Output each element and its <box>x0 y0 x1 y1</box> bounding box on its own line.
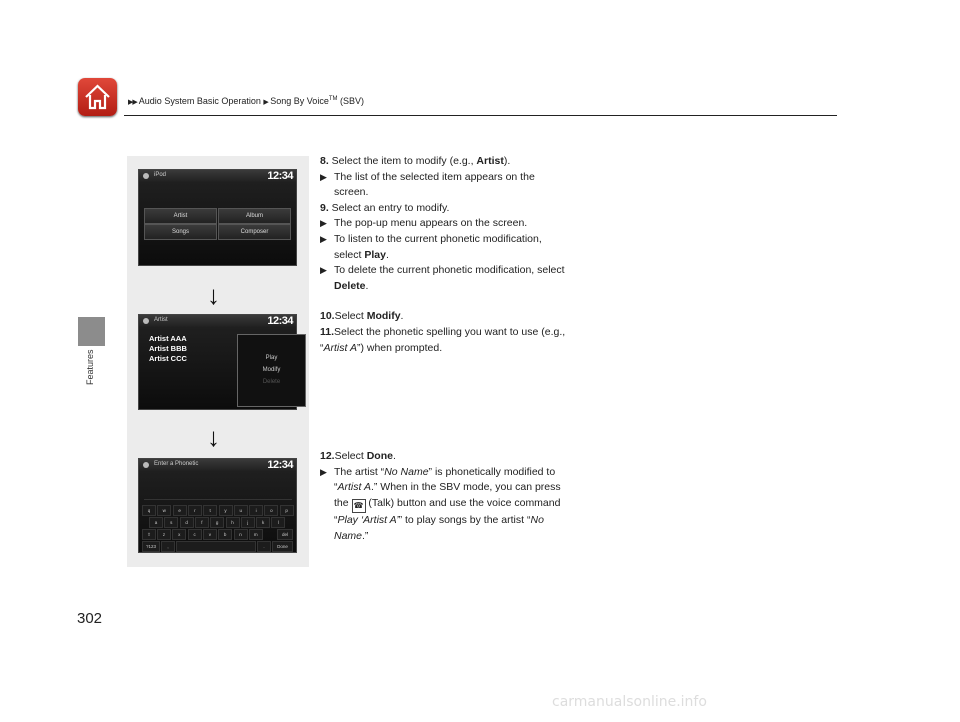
bullet-arrow-icon: ▶ <box>320 218 327 229</box>
screen-title: Enter a Phonetic <box>154 461 199 467</box>
breadcrumb-item-sbv: Song By Voice™ (SBV) <box>270 96 365 106</box>
keyboard-key[interactable]: o <box>264 505 278 516</box>
keyboard-key[interactable]: i <box>249 505 263 516</box>
delete-menu-item[interactable]: Delete <box>262 379 281 385</box>
bullet-arrow-icon: ▶ <box>320 171 327 182</box>
keyboard-key[interactable]: y <box>219 505 233 516</box>
keyboard-key[interactable]: m <box>249 529 263 540</box>
keyboard-key[interactable]: h <box>226 517 240 528</box>
talk-icon: ☎ <box>352 499 366 513</box>
bullet-arrow-icon: ▶ <box>320 233 327 244</box>
step-9-note-c: ▶ To delete the current phonetic modification, select Delete. <box>320 264 565 292</box>
keyboard-key[interactable]: ?123 <box>142 541 160 552</box>
keyboard-key[interactable]: u <box>234 505 248 516</box>
screen-title: Artist <box>154 317 168 323</box>
breadcrumb-item-audio[interactable]: Audio System Basic Operation <box>138 96 261 106</box>
breadcrumb-arrow-icon: ▶ <box>128 99 133 106</box>
keyboard-key[interactable]: x <box>172 529 186 540</box>
artist-screen <box>138 314 297 410</box>
section-tab <box>78 317 105 346</box>
header-divider <box>124 115 837 116</box>
keyboard-key[interactable]: v <box>203 529 217 540</box>
bullet-arrow-icon: ▶ <box>320 265 327 276</box>
source-icon <box>143 173 149 179</box>
artist-button[interactable]: Artist <box>144 208 217 224</box>
step-9: 9. Select an entry to modify. <box>320 201 450 214</box>
keyboard-key[interactable]: l <box>271 517 285 528</box>
keyboard-key[interactable]: n <box>234 529 248 540</box>
step-12: 12.Select Done. <box>320 450 396 463</box>
step-8-note: ▶ The list of the selected item appears on the screen. <box>320 170 535 199</box>
play-menu-item[interactable]: Play <box>265 355 278 361</box>
keyboard-key[interactable]: . <box>257 541 271 552</box>
keyboard-key[interactable]: f <box>195 517 209 528</box>
step-11: 11.Select the phonetic spelling you want to use (e.g., “Artist A”) when prompted. <box>320 325 566 354</box>
keyboard-key[interactable]: Done <box>272 541 293 552</box>
keyboard-key[interactable]: q <box>142 505 156 516</box>
list-item[interactable]: Artist CCC <box>149 354 187 363</box>
step-9-note-b: ▶ To listen to the current phonetic modification, select Play. <box>320 232 542 261</box>
down-arrow-icon: ↓ <box>207 280 220 310</box>
keyboard-key[interactable]: g <box>210 517 224 528</box>
keyboard-key[interactable]: k <box>256 517 270 528</box>
composer-button[interactable]: Composer <box>218 224 291 240</box>
watermark: carmanualsonline.info <box>552 694 707 710</box>
screen-title-bar <box>139 315 296 328</box>
keyboard-key[interactable]: b <box>218 529 232 540</box>
source-icon <box>143 462 149 468</box>
page-number: 302 <box>77 610 103 627</box>
bullet-arrow-icon: ▶ <box>320 466 327 477</box>
phonetic-input[interactable] <box>144 475 292 500</box>
section-label: Features <box>85 349 95 385</box>
step-9-note-a: ▶ The pop-up menu appears on the screen. <box>320 216 570 232</box>
popup-menu <box>237 334 306 407</box>
breadcrumb <box>128 96 364 106</box>
keyboard-key[interactable]: j <box>241 517 255 528</box>
clock: 12:34 <box>267 315 293 327</box>
keyboard-key[interactable]: r <box>188 505 202 516</box>
keyboard-key[interactable] <box>176 541 256 552</box>
keyboard-key[interactable]: e <box>173 505 187 516</box>
instructions <box>320 154 570 544</box>
keyboard-key[interactable]: d <box>180 517 194 528</box>
breadcrumb-arrow-icon: ▶ <box>132 99 137 106</box>
clock: 12:34 <box>267 170 293 182</box>
keyboard-key[interactable]: , <box>161 541 175 552</box>
clock: 12:34 <box>267 459 293 471</box>
keyboard-key[interactable]: c <box>188 529 202 540</box>
keyboard-key[interactable]: t <box>203 505 217 516</box>
keyboard-key[interactable]: p <box>280 505 294 516</box>
phonetic-entry-screen <box>138 458 297 553</box>
step-12-note: ▶ The artist “No Name” is phonetically modified to “Artist A.” When in the SBV mode, you can press the ☎ (Talk) button and use the voice command “Play ‘Artist A’” to play songs by the artist “No Name.” <box>320 465 561 542</box>
screen-title-bar <box>139 459 296 472</box>
keyboard-key[interactable]: s <box>164 517 178 528</box>
step-10: 10.Select Modify. <box>320 310 404 323</box>
keyboard-key[interactable]: a <box>149 517 163 528</box>
list-item[interactable]: Artist AAA <box>149 334 187 343</box>
figure-panel <box>127 156 309 567</box>
list-item[interactable]: Artist BBB <box>149 344 187 353</box>
keyboard-key[interactable]: ⇧ <box>142 529 156 540</box>
breadcrumb-arrow-icon: ▶ <box>263 99 268 106</box>
modify-menu-item[interactable]: Modify <box>262 367 281 373</box>
album-button[interactable]: Album <box>218 208 291 224</box>
screen-title: iPod <box>154 172 167 178</box>
ipod-screen <box>138 169 297 266</box>
home-icon[interactable] <box>78 78 117 116</box>
screen-title-bar <box>139 170 296 183</box>
songs-button[interactable]: Songs <box>144 224 217 240</box>
keyboard-key[interactable]: del <box>277 529 293 540</box>
step-8: 8. Select the item to modify (e.g., Artist). <box>320 155 511 167</box>
keyboard-key[interactable]: z <box>157 529 171 540</box>
down-arrow-icon: ↓ <box>207 422 220 452</box>
source-icon <box>143 318 149 324</box>
keyboard-key[interactable]: w <box>157 505 171 516</box>
